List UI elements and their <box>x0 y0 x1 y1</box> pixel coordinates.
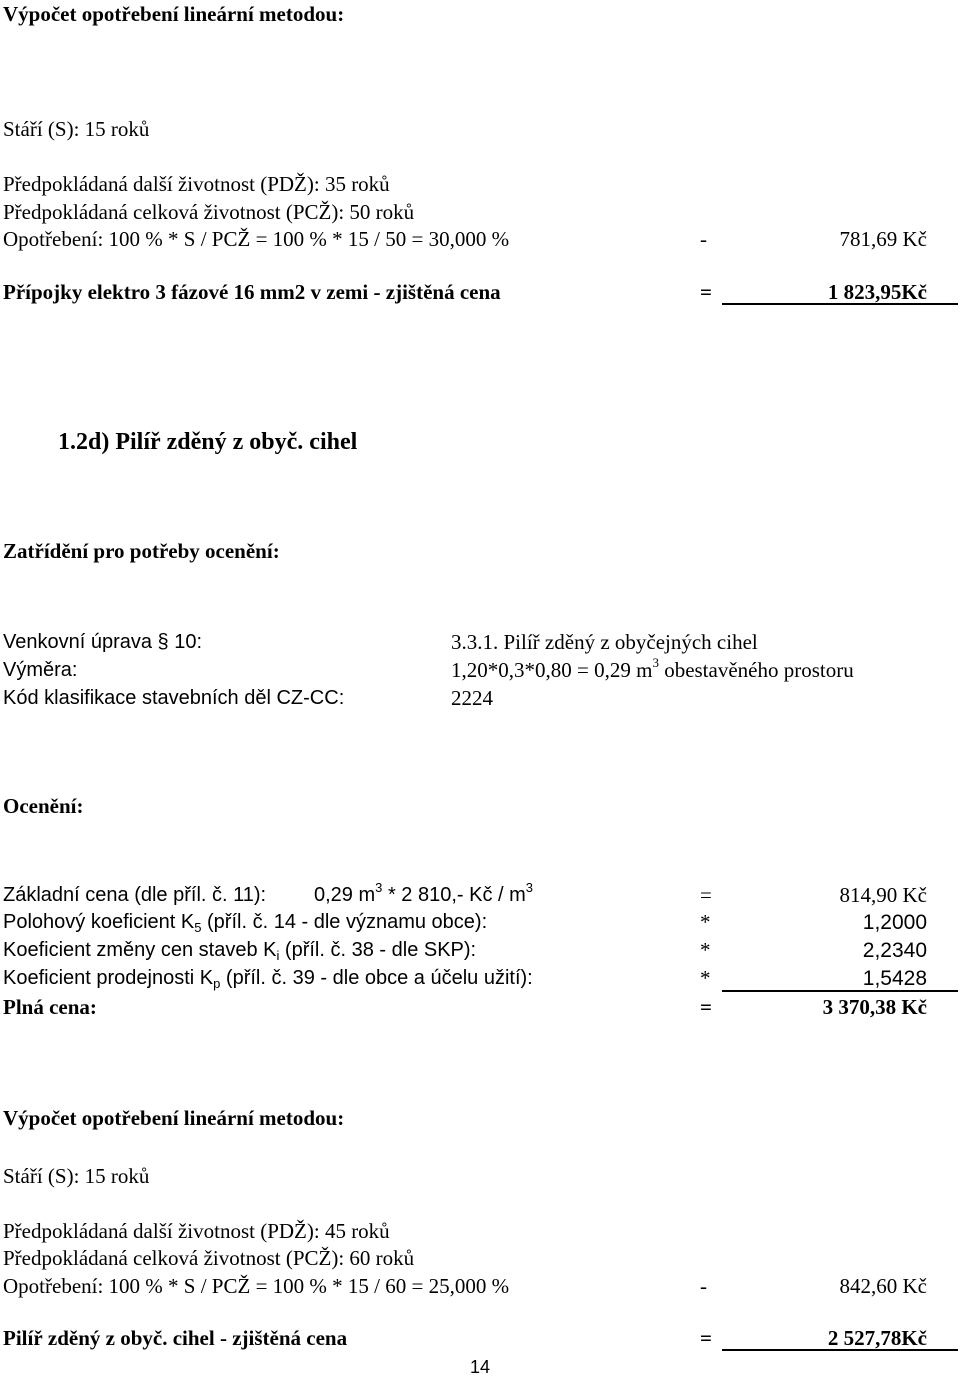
class-row-value-3: 2224 <box>451 686 493 710</box>
ki-amount: 2,2340 <box>862 939 927 962</box>
section2-age: Stáří (S): 15 roků <box>3 1164 150 1188</box>
section2-heading: Výpočet opotřebení lineární metodou: <box>3 1106 345 1130</box>
section1-result-label: Přípojky elektro 3 fázové 16 mm2 v zemi - zjištěná cena <box>3 280 501 304</box>
class-row-label-2: Výměra: <box>3 659 78 681</box>
section2-wear-amount: 842,60 Kč <box>839 1274 927 1298</box>
base-price-expression: 0,29 $m^3 * 2$ 810,- Kč / $m^3$ <box>314 880 534 906</box>
section1-result-underline <box>722 303 958 305</box>
kp-amount: 1,5428 <box>862 967 927 990</box>
valuation-heading: Ocenění: <box>3 794 84 818</box>
section2-total-life: Předpokládaná celková životnost (PCŽ): 60 roků <box>3 1246 415 1270</box>
section1-heading: Výpočet opotřebení lineární metodou: <box>3 2 345 26</box>
classification-heading: Zatřídění pro potřeby ocenění: <box>3 539 280 563</box>
kp-label: Koeficient prodejnosti $K_p$ (příl. č. 39 - dle obce a účelu užití): <box>3 967 533 991</box>
section1-total-life: Předpokládaná celková životnost (PCŽ): 50 roků <box>3 200 415 224</box>
section2-result-op: = <box>700 1326 712 1350</box>
section1-remaining-life: Předpokládaná další životnost (PDŽ): 35 roků <box>3 172 390 196</box>
base-price-op: = <box>700 883 712 907</box>
k5-label: Polohový koeficient $K_5$ (příl. č. 14 - dle významu obce): <box>3 911 488 935</box>
section1-wear-line: Opotřebení: 100 % * S / PCŽ = 100 % * 15 / 50 = 30,000 % <box>3 227 510 251</box>
section2-wear-op: - <box>700 1274 707 1298</box>
section1-result-op: = <box>700 280 712 304</box>
section2-result-amount: 2 527,78Kč <box>827 1326 927 1350</box>
ki-op: * <box>700 938 711 962</box>
page-number: 14 <box>469 1357 491 1377</box>
full-price-amount: 3 370,38 Kč <box>822 995 927 1019</box>
section2-wear-line: Opotřebení: 100 % * S / PCŽ = 100 % * 15 / 60 = 25,000 % <box>3 1274 510 1298</box>
class-row-value-1: 3.3.1. Pilíř zděný z obyčejných cihel <box>451 630 758 654</box>
full-price-op: = <box>700 995 712 1019</box>
base-price-amount: 814,90 Kč <box>839 883 927 907</box>
section2-result-underline <box>722 1349 958 1351</box>
section1-result-amount: 1 823,95Kč <box>827 280 927 304</box>
class-row-label-1: Venkovní úprava § 10: <box>3 631 203 653</box>
section1-wear-op: - <box>700 227 707 251</box>
class-row-value-2: 1,20*0,3*0,80 = 0,29 $m^3$ obestavěného prostoru <box>451 655 854 682</box>
section2-remaining-life: Předpokládaná další životnost (PDŽ): 45 roků <box>3 1219 390 1243</box>
ki-label: Koeficient změny cen staveb $K_i$ (příl. č. 38 - dle SKP): <box>3 939 477 963</box>
kp-underline <box>722 990 958 992</box>
full-price-label: Plná cena: <box>3 995 97 1019</box>
k5-amount: 1,2000 <box>862 911 927 934</box>
section1-age: Stáří (S): 15 roků <box>3 117 150 141</box>
item-title: 1.2d) Pilíř zděný z obyč. cihel <box>58 429 358 455</box>
class-row-label-3: Kód klasifikace stavebních děl CZ-CC: <box>3 687 345 709</box>
section1-wear-amount: 781,69 Kč <box>839 227 927 251</box>
base-price-label: Základní cena (dle příl. č. 11): <box>3 884 267 906</box>
k5-op: * <box>700 910 711 934</box>
kp-op: * <box>700 966 711 990</box>
section2-result-label: Pilíř zděný z obyč. cihel - zjištěná cena <box>3 1326 348 1350</box>
